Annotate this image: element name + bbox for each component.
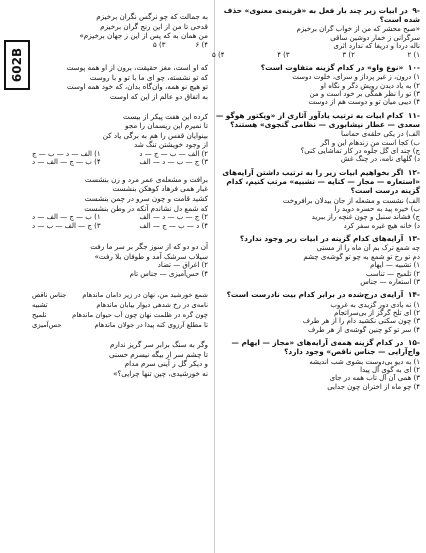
options-row <box>32 222 208 230</box>
question-11 <box>212 111 420 129</box>
question-text: آرایه‌های کدام گزینه در ابیات زیر وجود ندارد؟ <box>239 234 404 244</box>
verse-line: آن دو دو که از سوز جگر بر سر ما رفت <box>90 241 208 251</box>
device-label: تشبیه <box>32 300 48 309</box>
option[interactable]: ۱) ب — ج — الف — د <box>32 213 101 222</box>
verse-line: قدحی تا من از این رنج گران برخیزم <box>100 21 208 31</box>
option[interactable]: ۴) ۶ <box>195 40 208 49</box>
option[interactable]: ۳) تو را نظر همگی بر خود است و من <box>309 90 420 99</box>
option[interactable]: ۱) درون، ز غیر پرداز و سرای، خلوت دوست <box>292 73 420 82</box>
device-label: جناس ناقص <box>32 290 67 299</box>
option[interactable]: ۴) حس‌آمیزی — جناس تام <box>129 269 208 278</box>
question-number: -۱۵ <box>407 338 420 348</box>
verse-line: «صبح محشر که من از خواب گران برخیزم <box>296 25 420 34</box>
question-number: -۹ <box>412 6 420 15</box>
option[interactable]: ۴) ۵ <box>212 50 225 59</box>
option[interactable]: ۴) دیبی میان تو و دوست هم از دوست <box>308 98 420 107</box>
verse-item: ب) خیره پید به حسره دوید را <box>334 204 420 213</box>
option[interactable]: ۴) چو ماه از اختران چون جدایی <box>327 382 420 391</box>
options-row <box>212 51 420 59</box>
verse-item: الف) نشست و مشعله از جان بیدلان برافروخت <box>282 196 420 205</box>
right-column <box>212 6 420 391</box>
table-row[interactable] <box>32 290 208 300</box>
question-text: آرایه‌ی درج‌شده در برابر کدام بیت نادرست است؟ <box>226 290 404 300</box>
option[interactable]: ۲) ای تلخ گرگز از بی‌سراتجام <box>334 308 420 317</box>
question-number: -۱۴ <box>407 290 420 300</box>
question-number: -۱۰ <box>407 63 420 73</box>
option[interactable]: ۲) تلمیح — تناسب <box>365 269 420 278</box>
option[interactable]: ۱) الف — د — ب — ج <box>32 149 101 158</box>
verse-line: تو هیچ نو همه، وان‌گاه بدان، که خود همه اوست <box>66 82 208 92</box>
verse-line: سیلاب سرشک آمد و طوفان بلا رفت» <box>94 251 208 261</box>
question-10 <box>212 63 420 72</box>
verse-line: وگر به سنگ برابر سر گریز ندارم <box>109 339 208 349</box>
verse-line: چه شمع ترک بم آن ماه را از مستی <box>316 244 420 253</box>
verse-line: من همان به که پس از این ز جهان برخیزم» <box>79 31 208 41</box>
question-text: اگر بخواهیم ابیات زیر را به ترتیب داشتن آرایه‌های «استعاره — مجاز — کنایه — تشبیه» مرتب کنیم، کدام گزینه درست است؟ <box>222 167 420 196</box>
verse-line: تا چشم سر ار بیگه نیسرم حسنی <box>109 349 208 359</box>
verse-line: ناله دردا و دریغا که ندارد اثری <box>333 42 420 51</box>
verse-line: که او است، مغز حقیقت، برون از او همه پوست <box>66 63 208 73</box>
option[interactable]: ۳) همی آن آل تاب همه در جای <box>329 374 420 383</box>
option[interactable]: ۲) ای به گوی آل پیدا <box>360 366 420 374</box>
options-row <box>32 213 208 221</box>
verse-line: کرده این هفت پیکر از بیست <box>123 111 208 121</box>
device-label: تلمیح <box>32 310 47 319</box>
table-row[interactable] <box>32 300 208 310</box>
verse-line: بینوایان قفس را هم به برگی یاد کن <box>102 130 208 140</box>
options-row <box>32 41 208 49</box>
question-number: -۱۳ <box>407 234 420 244</box>
verse-line: از وجود خویشتن تنگ شد <box>133 140 208 150</box>
verse-device-table <box>32 290 208 330</box>
question-text: کدام ابیات به ترتیب یادآور آثاری از «ویکتور هوگو — سعدی — عطار نیشابوری — نظامی گنجوی» هستند؟ <box>215 110 420 130</box>
option[interactable]: ۳) ج — ب — د — الف <box>139 158 208 167</box>
left-column <box>32 6 208 378</box>
option[interactable]: ۳) استعاره — جناس <box>360 277 420 286</box>
question-14 <box>212 290 420 299</box>
device-label: حس‌آمیزی <box>32 320 62 329</box>
option[interactable]: ۴) د — ب — ج — الف <box>139 221 208 230</box>
question-number: -۱۲ <box>407 167 420 177</box>
verse-line: سرگرانی ز خمار دوشین ساقی <box>330 33 420 42</box>
verse-line: کشید قامت و چون سرو در چمن بنشست <box>84 193 208 203</box>
option[interactable]: ۱) به دیو بی‌دوست بشوی شب اندیشه <box>309 357 420 366</box>
verse-line: دم تو رخ تو شمع به چو تو گوشه‌ی چشم <box>303 252 420 261</box>
question-text: «نوع واو» در کدام گزینه متفاوت است؟ <box>260 63 404 73</box>
verse-line: و دیکر گل ز آینی سرم مدام <box>124 359 208 369</box>
option[interactable]: ۲) الف — ب — ج — د <box>139 149 208 158</box>
option[interactable]: ۳) چون سکنی نکشید دام را از هر طرف <box>302 317 420 326</box>
verse-item: ج) چند ای گل جلوه در کار تماشایی کنی؟ <box>300 147 420 156</box>
verse-text: شمع خورشید من، نهان در زیر دامان ماندهام <box>82 290 208 299</box>
option[interactable]: ۱) ۲ <box>407 50 420 59</box>
option[interactable]: ۳) ج — الف — ب — د <box>32 221 101 230</box>
verse-line: به جمالت که چو نرگس نگران برخیزم <box>96 12 208 21</box>
verse-text: نامه‌ی در رخ شدهی دیوار بیابان ماندهام <box>96 300 208 309</box>
question-15 <box>212 338 420 356</box>
option[interactable]: ۲) ۳ <box>342 50 355 59</box>
verse-line: که تو نشسته، چو ای ما با تو و با روست <box>89 72 208 82</box>
question-number: -۱۱ <box>407 110 420 120</box>
option[interactable]: ۲) ج — ب — د — الف <box>139 213 208 222</box>
options-row <box>32 158 208 166</box>
option[interactable]: ۱) تشبیه — ایهام <box>370 261 420 270</box>
option[interactable]: ۴) ب — ج — الف — د <box>32 158 101 167</box>
table-row[interactable] <box>32 320 208 330</box>
verse-line: نه خورشیدی، چین تنها چرایی؟» <box>113 368 208 378</box>
verse-item: ج) فشاند سنبل و چون غنچه راز ببرید <box>311 213 420 222</box>
verse-line: برافت و مشعله‌ی عمر مرد و زن بنشست <box>84 174 208 184</box>
question-9 <box>212 6 420 24</box>
question-text: در کدام گزینه همه‌ی آرایه‌های «مجاز — ایهام — واج‌آرایی — جناس ناقص» وجود دارد؟ <box>231 338 420 357</box>
verse-text: چون گره در ظلمت نهان چون آب حیوان ماندهام <box>72 310 208 319</box>
table-row[interactable] <box>32 310 208 320</box>
verse-line: که شمع دل نشاندم آنکه در وطن بنشست <box>84 203 208 213</box>
verse-line: تا نمیرم این ریسمان را مجو <box>124 121 208 131</box>
question-13 <box>212 234 420 243</box>
options-row <box>32 150 208 158</box>
verse-line: به اتفاق دو عالم از این که اوست <box>109 91 208 101</box>
option[interactable]: ۳) ۵ <box>153 40 166 49</box>
option[interactable]: ۳) ۴ <box>277 50 290 59</box>
booklet-code-stamp <box>4 40 30 90</box>
option[interactable]: ۲) به یاد دیدن رویش دگر و نگاه او <box>320 81 420 90</box>
verse-text: تا مطلع آرزوی کنه پیدا در جولان ماندهام <box>94 320 208 329</box>
question-12 <box>212 168 420 196</box>
option[interactable]: ۱) نه یادی دور گزیدی به غروب <box>330 300 420 309</box>
option[interactable]: ۴) سر تو کو چنین گوشه‌ی از هر طرف <box>307 325 420 334</box>
option[interactable]: ۲) اغراق — تضاد <box>157 261 208 270</box>
verse-line: غبار همی فرهاد کوهکن بنشست <box>112 184 208 194</box>
question-text: در ابیات زیر چند بار فعل به «قرینه‌ی معنوی» حذف شده است؟ <box>223 6 420 25</box>
booklet-code: 602B <box>10 47 25 83</box>
verse-item: الف) در یکی حلقه‌ی حماسا <box>340 130 420 139</box>
verse-item: د) خانه هیچ غیره سفر کرد <box>343 221 420 230</box>
verse-item: د) گلهای نامه، در چنگ غش <box>340 155 420 164</box>
verse-item: ب) کجا است من زندهام این و اگر <box>320 138 420 147</box>
